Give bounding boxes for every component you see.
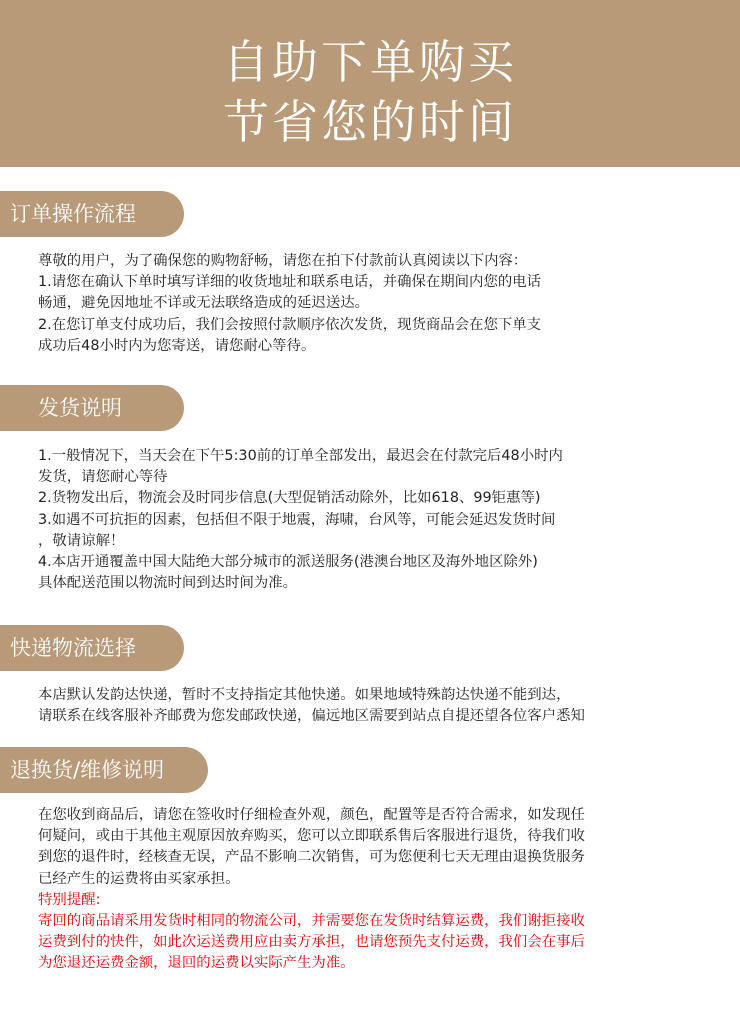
section-title-shipping: 发货说明: [0, 385, 184, 431]
paragraph-line: 在您收到商品后，请您在签收时仔细检查外观，颜色，配置等是否符合需求，如发现任: [38, 807, 585, 823]
notice-title: 特别提醒:: [38, 891, 101, 908]
paragraph-line: 畅通，避免因地址不详或无法联络造成的延迟送达。: [38, 295, 369, 312]
section-title-returns: 退换货/维修说明: [0, 747, 208, 793]
paragraph-line: 3.如遇不可抗拒的因素，包括但不限于地震，海啸，台风等，可能会延迟发货时间: [38, 511, 556, 528]
paragraph-line: ，敬请谅解！: [38, 532, 125, 549]
paragraph-line: 请联系在线客服补齐邮费为您发邮政快递，偏远地区需要到站点自提还望各位客户悉知: [38, 708, 585, 725]
section-body-courier: [38, 685, 718, 727]
banner-title: 自助下单购买: [223, 35, 517, 89]
paragraph-line: 发货，请您耐心等待: [38, 469, 168, 486]
section-body-order-process: [38, 251, 718, 357]
paragraph-line: 何疑问，或由于其他主观原因放弃购买，您可以立即联系售后客服进行退货，待我们收: [38, 828, 585, 845]
section-body-returns: [38, 805, 718, 975]
section-title-courier: 快递物流选择: [0, 625, 184, 671]
paragraph-line: 成功后48小时内为您寄送，请您耐心等待。: [38, 337, 316, 354]
header-banner: [0, 0, 740, 167]
paragraph-line: 2.货物发出后，物流会及时同步信息(大型促销活动除外，比如618、99钜惠等): [38, 490, 541, 507]
paragraph-line: 尊敬的用户，为了确保您的购物舒畅，请您在拍下付款前认真阅读以下内容：: [38, 253, 528, 269]
banner-subtitle: 节省您的时间: [223, 95, 517, 149]
paragraph-line: 已经产生的运费将由买家承担。: [38, 870, 240, 887]
notice-line: 为您退还运费金额，退回的运费以实际产生为准。: [38, 955, 355, 972]
paragraph-line: 1.一般情况下，当天会在下午5:30前的订单全部发出，最迟会在付款完后48小时内: [38, 448, 563, 464]
paragraph-line: 本店默认发韵达快递，暂时不支持指定其他快递。如果地域特殊韵达快递不能到达，: [38, 687, 571, 703]
paragraph-line: 具体配送范围以物流时间到达时间为准。: [38, 575, 298, 592]
notice-line: 运费到付的快件，如此次运送费用应由卖方承担，也请您预先支付运费，我们会在事后: [38, 934, 585, 951]
paragraph-line: 到您的退件时，经核查无误，产品不影响二次销售，可为您便利七天无理由退换货服务: [38, 849, 585, 866]
section-body-shipping: [38, 446, 718, 594]
notice-line: 寄回的商品请采用发货时相同的物流公司，并需要您在发货时结算运费，我们谢拒接收: [38, 913, 585, 930]
paragraph-line: 4.本店开通覆盖中国大陆绝大部分城市的派送服务(港澳台地区及海外地区除外): [38, 554, 538, 571]
paragraph-line: 2.在您订单支付成功后，我们会按照付款顺序依次发货，现货商品会在您下单支: [38, 316, 542, 333]
section-title-order-process: 订单操作流程: [0, 191, 184, 237]
paragraph-line: 1.请您在确认下单时填写详细的收货地址和联系电话，并确保在期间内您的电话: [38, 274, 542, 291]
